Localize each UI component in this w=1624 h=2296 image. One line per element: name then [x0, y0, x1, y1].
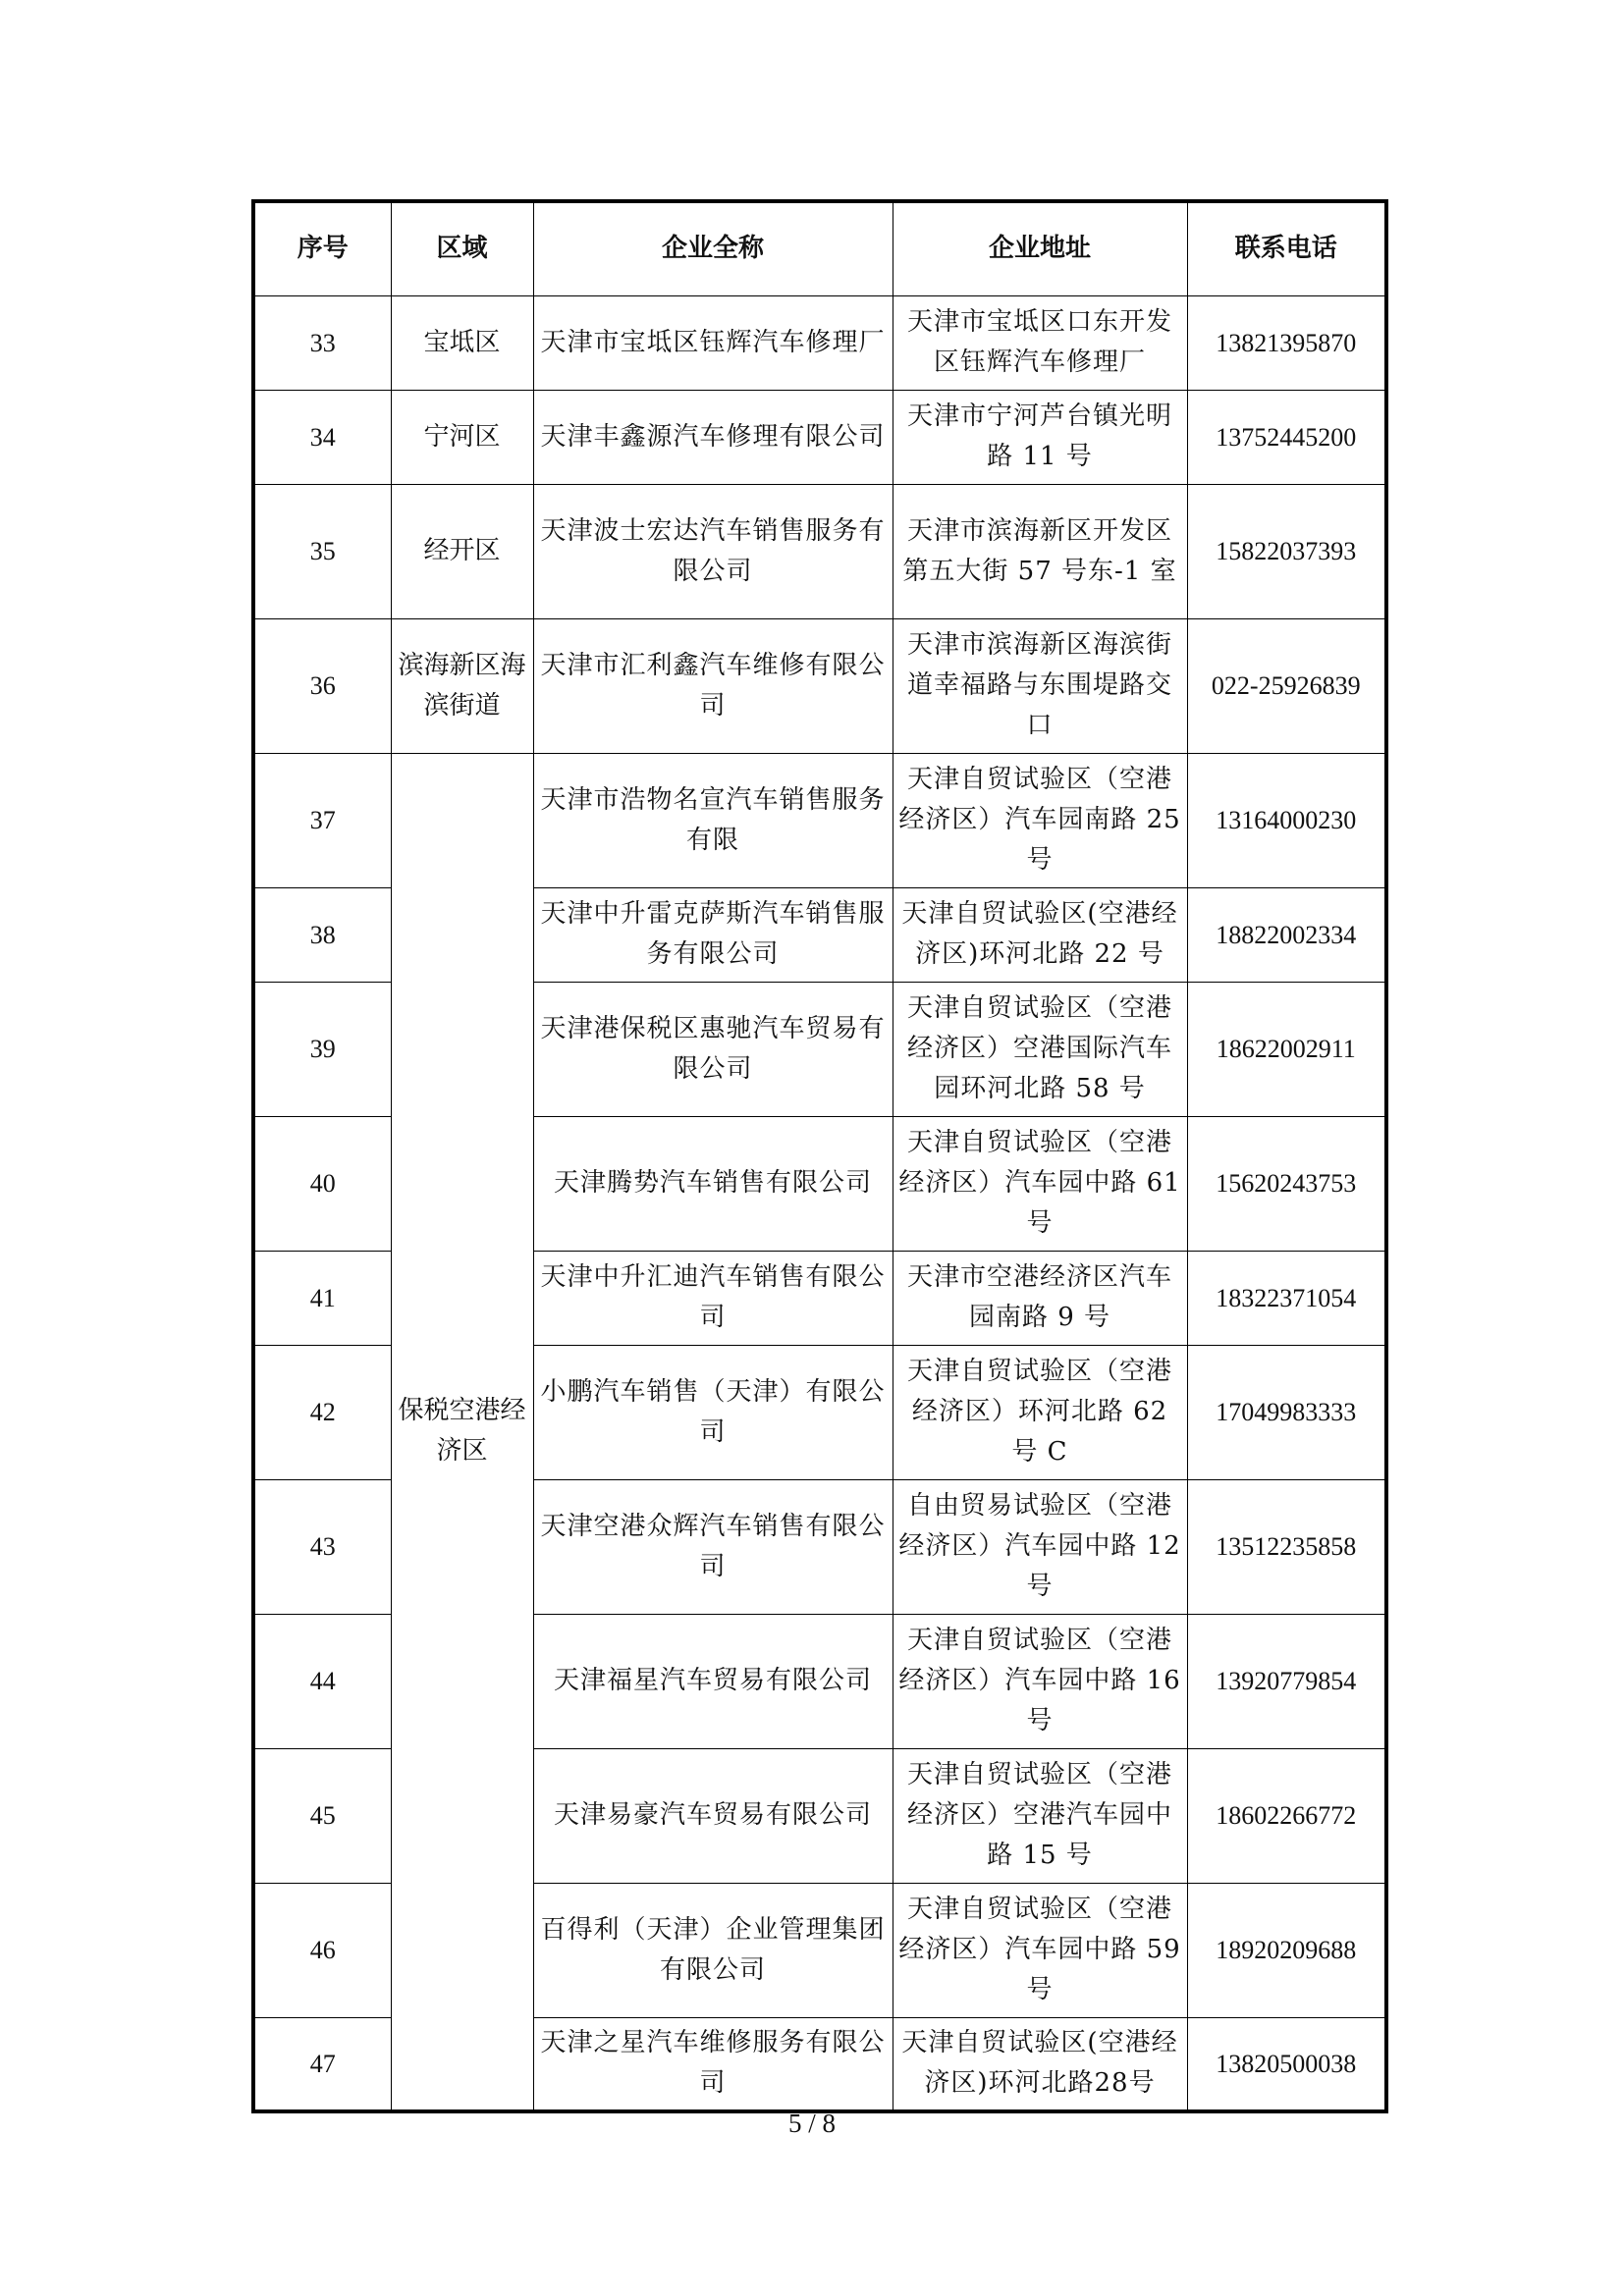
row-phone: 13820500038 [1187, 2017, 1386, 2111]
row-company-address: 天津自贸试验区（空港经济区）汽车园中路 59 号 [893, 1883, 1187, 2017]
row-phone: 13164000230 [1187, 753, 1386, 887]
row-company-address: 天津自贸试验区(空港经济区)环河北路28号 [893, 2017, 1187, 2111]
row-phone: 17049983333 [1187, 1345, 1386, 1479]
row-company-name: 小鹏汽车销售（天津）有限公司 [533, 1345, 893, 1479]
row-company-name: 天津易豪汽车贸易有限公司 [533, 1748, 893, 1883]
page-number: 5 / 8 [787, 2109, 836, 2138]
enterprise-table [251, 199, 1388, 2113]
table-header-row [253, 201, 1386, 295]
row-company-name: 天津市汇利鑫汽车维修有限公司 [533, 618, 893, 753]
row-company-address: 天津市宁河芦台镇光明路 11 号 [893, 390, 1187, 484]
row-company-address: 天津自贸试验区(空港经济区)环河北路 22 号 [893, 887, 1187, 982]
row-serial: 47 [253, 2017, 391, 2111]
row-serial: 41 [253, 1251, 391, 1345]
row-serial: 43 [253, 1479, 391, 1614]
row-serial: 40 [253, 1116, 391, 1251]
row-phone: 15620243753 [1187, 1116, 1386, 1251]
table-row [253, 484, 1386, 618]
row-company-address: 天津自贸试验区（空港经济区）环河北路 62 号 C [893, 1345, 1187, 1479]
row-company-address: 天津自贸试验区（空港经济区）空港汽车园中路 15 号 [893, 1748, 1187, 1883]
row-company-address: 天津自贸试验区（空港经济区）空港国际汽车园环河北路 58 号 [893, 982, 1187, 1116]
row-serial: 33 [253, 295, 391, 390]
header-phone: 联系电话 [1187, 201, 1386, 295]
table-row [253, 390, 1386, 484]
row-company-address: 天津市滨海新区开发区第五大街 57 号东-1 室 [893, 484, 1187, 618]
row-phone: 13512235858 [1187, 1479, 1386, 1614]
row-phone: 18822002334 [1187, 887, 1386, 982]
row-serial: 37 [253, 753, 391, 887]
row-serial: 36 [253, 618, 391, 753]
row-company-name: 天津丰鑫源汽车修理有限公司 [533, 390, 893, 484]
row-company-address: 天津自贸试验区（空港经济区）汽车园南路 25 号 [893, 753, 1187, 887]
row-company-address: 天津市滨海新区海滨街道幸福路与东围堤路交口 [893, 618, 1187, 753]
row-phone: 18622002911 [1187, 982, 1386, 1116]
row-company-name: 天津中升汇迪汽车销售有限公司 [533, 1251, 893, 1345]
row-serial: 45 [253, 1748, 391, 1883]
row-region: 经开区 [391, 484, 533, 618]
row-company-name: 天津腾势汽车销售有限公司 [533, 1116, 893, 1251]
row-company-address: 自由贸易试验区（空港经济区）汽车园中路 12 号 [893, 1479, 1187, 1614]
row-company-address: 天津自贸试验区（空港经济区）汽车园中路 61 号 [893, 1116, 1187, 1251]
header-company-address: 企业地址 [893, 201, 1187, 295]
row-company-name: 天津空港众辉汽车销售有限公司 [533, 1479, 893, 1614]
row-serial: 44 [253, 1614, 391, 1748]
header-serial: 序号 [253, 201, 391, 295]
row-serial: 42 [253, 1345, 391, 1479]
header-company-name: 企业全称 [533, 201, 893, 295]
row-phone: 022-25926839 [1187, 618, 1386, 753]
row-phone: 13920779854 [1187, 1614, 1386, 1748]
row-phone: 13752445200 [1187, 390, 1386, 484]
row-phone: 18322371054 [1187, 1251, 1386, 1345]
row-company-name: 百得利（天津）企业管理集团有限公司 [533, 1883, 893, 2017]
row-company-name: 天津福星汽车贸易有限公司 [533, 1614, 893, 1748]
row-region-merged: 保税空港经济区 [391, 753, 533, 2111]
row-phone: 18602266772 [1187, 1748, 1386, 1883]
table-row [253, 295, 1386, 390]
row-phone: 18920209688 [1187, 1883, 1386, 2017]
row-region: 宝坻区 [391, 295, 533, 390]
row-phone: 13821395870 [1187, 295, 1386, 390]
row-company-address: 天津市宝坻区口东开发区钰辉汽车修理厂 [893, 295, 1187, 390]
row-company-name: 天津市宝坻区钰辉汽车修理厂 [533, 295, 893, 390]
row-company-name: 天津港保税区惠驰汽车贸易有限公司 [533, 982, 893, 1116]
row-serial: 46 [253, 1883, 391, 2017]
row-serial: 35 [253, 484, 391, 618]
row-company-name: 天津之星汽车维修服务有限公司 [533, 2017, 893, 2111]
row-company-name: 天津中升雷克萨斯汽车销售服务有限公司 [533, 887, 893, 982]
header-region: 区域 [391, 201, 533, 295]
row-company-name: 天津波士宏达汽车销售服务有限公司 [533, 484, 893, 618]
row-company-name: 天津市浩物名宣汽车销售服务有限 [533, 753, 893, 887]
row-region: 滨海新区海滨街道 [391, 618, 533, 753]
table-row [253, 753, 1386, 887]
row-company-address: 天津市空港经济区汽车园南路 9 号 [893, 1251, 1187, 1345]
row-company-address: 天津自贸试验区（空港经济区）汽车园中路 16 号 [893, 1614, 1187, 1748]
row-serial: 39 [253, 982, 391, 1116]
table-row [253, 618, 1386, 753]
row-phone: 15822037393 [1187, 484, 1386, 618]
row-serial: 38 [253, 887, 391, 982]
row-region: 宁河区 [391, 390, 533, 484]
row-serial: 34 [253, 390, 391, 484]
